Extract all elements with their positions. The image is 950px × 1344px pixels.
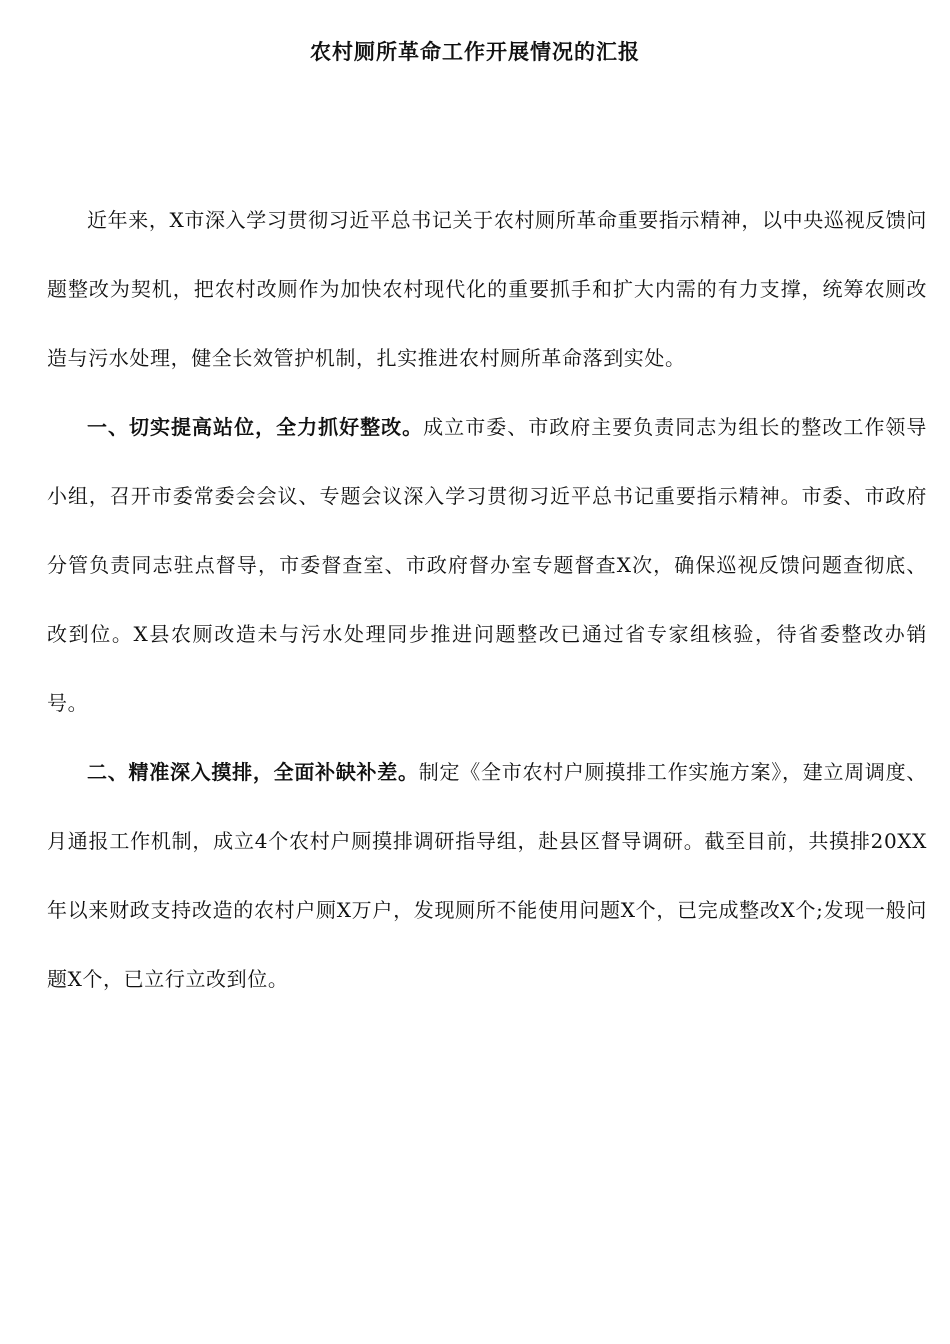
intro-paragraph: 近年来，X市深入学习贯彻习近平总书记关于农村厕所革命重要指示精神，以中央巡视反馈问题整改为契机，把农村改厕作为加快农村现代化的重要抓手和扩大内需的有力支撑，统筹农厕改造与污水处理，健全长效管护机制，扎实推进农村厕所革命落到实处。 <box>47 208 927 370</box>
section-heading-2: 二、精准深入摸排，全面补缺补差。 <box>87 760 419 784</box>
section-heading-1: 一、切实提高站位，全力抓好整改。 <box>87 415 424 439</box>
section-text-2: 制定《全市农村户厕摸排工作实施方案》，建立周调度、月通报工作机制，成立4个农村户厕摸排调研指导组，赴县区督导调研。截至目前，共摸排20XX年以来财政支持改造的农村户厕X万户，发现厕所不能使用问题X个，已完成整改X个;发现一般问题X个，已立行立改到位。 <box>47 760 927 991</box>
document-body <box>47 186 927 1014</box>
section-paragraph-1 <box>47 393 927 738</box>
section-paragraph-2 <box>47 738 927 1014</box>
section-text-1: 成立市委、市政府主要负责同志为组长的整改工作领导小组，召开市委常委会会议、专题会议深入学习贯彻习近平总书记重要指示精神。市委、市政府分管负责同志驻点督导，市委督查室、市政府督办室专题督查X次，确保巡视反馈问题查彻底、改到位。X县农厕改造未与污水处理同步推进问题整改已通过省专家组核验，待省委整改办销号。 <box>47 415 927 715</box>
document-title: 农村厕所革命工作开展情况的汇报 <box>310 39 640 64</box>
